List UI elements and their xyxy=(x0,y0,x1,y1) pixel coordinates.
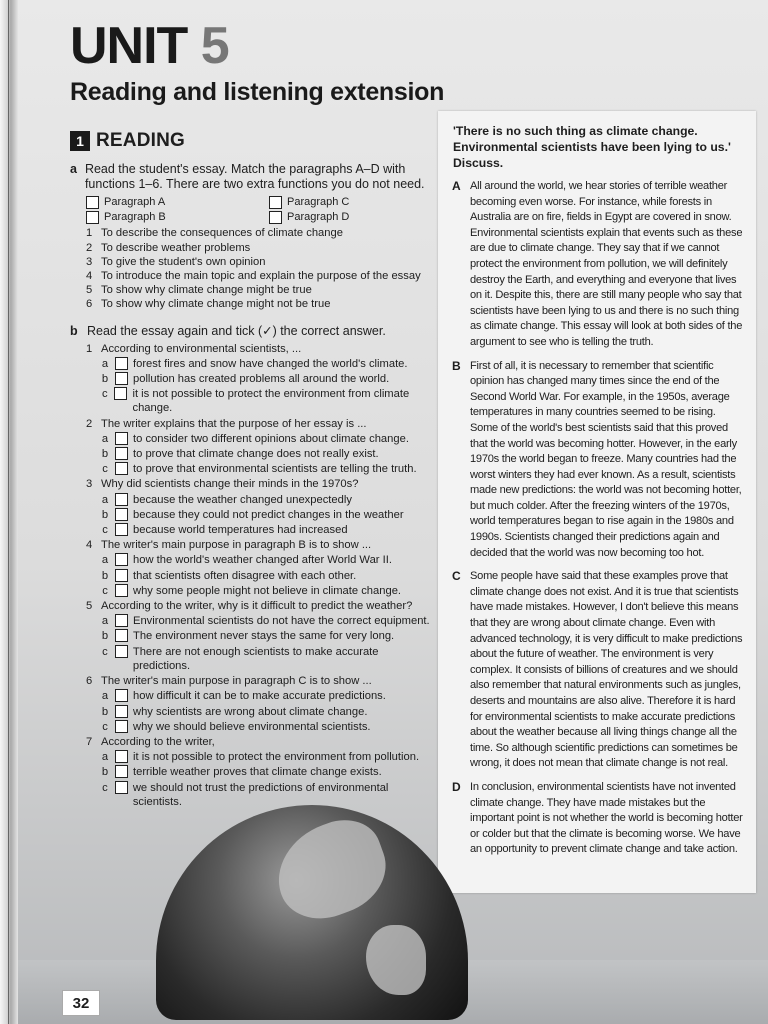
option-text: Environmental scientists do not have the correct equipment. xyxy=(133,615,430,628)
checkbox[interactable] xyxy=(115,372,128,385)
answer-option[interactable] xyxy=(100,387,435,415)
option-letter: a xyxy=(101,751,109,764)
checkbox[interactable] xyxy=(115,493,128,506)
function-text: To describe weather problems xyxy=(101,241,251,254)
option-letter: c xyxy=(102,645,108,658)
question-text: The writer's main purpose in paragraph C is to show ... xyxy=(101,675,372,688)
option-letter: c xyxy=(102,781,108,794)
checkbox[interactable] xyxy=(115,447,128,460)
checkbox[interactable] xyxy=(115,462,128,475)
option-text: terrible weather proves that climate change exists. xyxy=(133,766,382,779)
option-letter: b xyxy=(101,373,109,386)
function-number: 1 xyxy=(86,227,93,240)
answer-option[interactable] xyxy=(100,750,435,764)
page-subtitle: Reading and listening extension xyxy=(70,78,445,106)
option-letter: c xyxy=(102,463,108,476)
checkbox[interactable] xyxy=(115,553,128,566)
question-item xyxy=(86,735,435,749)
function-text: To give the student's own opinion xyxy=(101,255,266,268)
checkbox[interactable] xyxy=(115,765,128,778)
question-text: The writer explains that the purpose of her essay is ... xyxy=(101,417,367,430)
option-text: it is not possible to protect the environment from pollution. xyxy=(133,751,420,764)
option-letter: b xyxy=(101,569,109,582)
paragraph-option[interactable] xyxy=(269,195,439,209)
option-text: forest fires and snow have changed the world's climate. xyxy=(133,357,408,370)
paragraph-text: All around the world, we hear stories of terrible weather becoming even worse. For instance, while forests in Australia are on fire, fields in Egypt are covered in snow. Environmental scientists explain that events such as these are due to climate change. They say that if we cannot protect the environment from pollution, we will definitely destroy the Earth, and everything and everyone that lives on it. Despite this, there are still many people who say that scientists have been lying to us and there is no such thing as climate change. This essay will look at both sides of the argument to see who is telling the truth. xyxy=(470,180,743,348)
option-letter: a xyxy=(101,690,109,703)
question-number: 1 xyxy=(86,342,93,355)
essay-paragraph-a xyxy=(452,179,746,351)
function-text: To describe the consequences of climate change xyxy=(101,227,343,240)
option-text: The environment never stays the same for very long. xyxy=(133,630,395,643)
function-number: 4 xyxy=(86,270,93,283)
question-item xyxy=(86,477,435,491)
function-number: 6 xyxy=(86,298,93,311)
paragraph-checkboxes xyxy=(86,195,435,224)
checkbox[interactable] xyxy=(86,196,99,209)
book-spine xyxy=(0,0,18,1024)
checkbox[interactable] xyxy=(269,196,282,209)
section-number-badge: 1 xyxy=(70,131,90,151)
question-item xyxy=(86,342,435,356)
option-text: to prove that climate change does not really exist. xyxy=(133,448,379,461)
checkbox[interactable] xyxy=(269,211,282,224)
question-number: 3 xyxy=(86,478,93,491)
unit-number: 5 xyxy=(200,17,229,75)
task-letter: b xyxy=(70,323,78,338)
option-text: we should not trust the predictions of environmental scientists. xyxy=(132,781,389,808)
option-letter: b xyxy=(101,448,109,461)
question-number: 7 xyxy=(86,735,93,748)
answer-option[interactable] xyxy=(100,765,435,779)
section-title: READING xyxy=(96,130,186,151)
answer-option[interactable] xyxy=(100,357,435,371)
answer-option[interactable] xyxy=(100,493,435,507)
answer-option[interactable] xyxy=(100,705,435,719)
option-text: why we should believe environmental scientists. xyxy=(133,720,371,733)
option-letter: a xyxy=(101,554,109,567)
checkbox[interactable] xyxy=(115,569,128,582)
answer-option[interactable] xyxy=(100,645,435,673)
option-text: how the world's weather changed after World War II. xyxy=(133,554,392,567)
checkbox[interactable] xyxy=(86,211,99,224)
checkbox-label: Paragraph D xyxy=(287,211,350,224)
option-letter: b xyxy=(101,630,109,643)
question-text: According to the writer, xyxy=(101,735,215,748)
function-text: To introduce the main topic and explain the purpose of the essay xyxy=(101,270,421,283)
paragraph-option[interactable] xyxy=(269,210,439,224)
function-text: To show why climate change might be true xyxy=(101,284,312,297)
option-letter: a xyxy=(101,357,109,370)
option-letter: b xyxy=(101,508,109,521)
function-item xyxy=(86,283,435,297)
option-letter: c xyxy=(102,720,108,733)
task-text: Read the essay again and tick (✓) the correct answer. xyxy=(87,323,386,338)
paragraph-text: In conclusion, environmental scientists have not invented climate change. They have made mistakes but the important point is not whether the world is becoming hotter or colder but that the climate is becoming worse. We have an opportunity to prevent climate change and take action. xyxy=(470,780,743,856)
essay-panel xyxy=(438,111,756,893)
task-text: Read the student's essay. Match the paragraphs A–D with functions 1–6. There are two extra functions you do not need. xyxy=(84,162,425,191)
unit-title xyxy=(70,17,229,75)
checkbox-label: Paragraph B xyxy=(104,211,166,224)
checkbox[interactable] xyxy=(115,645,128,658)
paragraph-option[interactable] xyxy=(86,195,269,209)
function-item xyxy=(86,255,435,269)
function-item xyxy=(86,241,435,255)
checkbox[interactable] xyxy=(115,614,128,627)
checkbox[interactable] xyxy=(115,357,128,370)
question-number: 2 xyxy=(86,417,93,430)
question-list xyxy=(70,342,435,809)
exercises-column xyxy=(70,162,435,809)
paragraph-text: Some people have said that these examples prove that climate change does not exist. And it is true that scientists have made mistakes. However, I don't believe this means that they are wrong about climate change. Even with advanced technology, it is very difficult to make predictions about the future of weather. The environment is very complex. It consists of billions of creatures and we should also remember that natural environments such as jungles, deserts and mountains are also alive. Therefore it is hard for environmental scientists to make accurate predictions about the weather because all living things change all the time. So although scientific predictions can sometimes be wrong, it does not mean that climate change is not real. xyxy=(470,570,743,770)
answer-option[interactable] xyxy=(100,523,435,537)
function-item xyxy=(86,297,435,311)
option-letter: a xyxy=(101,615,109,628)
option-text: how difficult it can be to make accurate predictions. xyxy=(133,690,386,703)
essay-title: 'There is no such thing as climate change. Environmental scientists have been lying to us.' Discuss. xyxy=(453,124,731,170)
page-number: 32 xyxy=(62,990,100,1016)
option-letter: c xyxy=(102,524,108,537)
question-text: According to environmental scientists, ... xyxy=(101,342,302,355)
checkbox[interactable] xyxy=(115,705,128,718)
question-item xyxy=(86,674,435,688)
function-item xyxy=(86,226,435,240)
answer-option[interactable] xyxy=(100,462,435,476)
checkbox[interactable] xyxy=(115,720,128,733)
option-text: to prove that environmental scientists are telling the truth. xyxy=(133,463,417,476)
answer-option[interactable] xyxy=(100,569,435,583)
checkbox[interactable] xyxy=(115,432,128,445)
option-letter: a xyxy=(101,493,109,506)
answer-option[interactable] xyxy=(100,781,435,809)
checkbox[interactable] xyxy=(115,523,128,536)
option-text: why some people might not believe in climate change. xyxy=(133,584,402,597)
answer-options xyxy=(100,493,435,538)
checkbox[interactable] xyxy=(115,508,128,521)
option-letter: c xyxy=(102,584,108,597)
unit-word: UNIT xyxy=(70,17,188,75)
essay-paragraph-d xyxy=(452,780,746,858)
question-number: 5 xyxy=(86,600,93,613)
option-text: because the weather changed unexpectedly xyxy=(133,493,352,506)
continent-shape xyxy=(264,809,398,931)
option-text: There are not enough scientists to make accurate predictions. xyxy=(132,645,379,672)
answer-option[interactable] xyxy=(100,584,435,598)
paragraph-letter: A xyxy=(452,179,461,193)
answer-option[interactable] xyxy=(100,372,435,386)
task-letter: a xyxy=(70,162,77,176)
continent-shape xyxy=(366,925,426,995)
paragraph-letter: C xyxy=(452,569,461,584)
answer-options xyxy=(100,357,435,416)
function-list xyxy=(86,226,435,311)
function-text: To show why climate change might not be true xyxy=(101,298,331,311)
question-text: The writer's main purpose in paragraph B is to show ... xyxy=(101,539,372,552)
function-item xyxy=(86,269,435,283)
answer-option[interactable] xyxy=(100,432,435,446)
answer-options xyxy=(100,750,435,809)
answer-option[interactable] xyxy=(100,720,435,734)
checkbox[interactable] xyxy=(114,387,127,400)
option-text: pollution has created problems all around the world. xyxy=(133,373,390,386)
option-text: it is not possible to protect the environment from climate change. xyxy=(132,388,410,415)
option-letter: b xyxy=(101,766,109,779)
option-text: why scientists are wrong about climate change. xyxy=(133,705,368,718)
task-b-instruction xyxy=(70,324,435,339)
checkbox[interactable] xyxy=(115,629,128,642)
option-text: because they could not predict changes in the weather xyxy=(133,508,404,521)
answer-option[interactable] xyxy=(100,629,435,643)
option-text: to consider two different opinions about climate change. xyxy=(133,432,409,445)
answer-options xyxy=(100,553,435,598)
section-heading xyxy=(70,130,185,152)
checkbox[interactable] xyxy=(115,584,128,597)
paragraph-letter: B xyxy=(452,358,461,373)
option-letter: b xyxy=(101,705,109,718)
question-item xyxy=(86,599,435,613)
paragraph-option[interactable] xyxy=(86,210,269,224)
function-number: 2 xyxy=(86,241,93,254)
task-a-instruction xyxy=(70,162,435,192)
answer-options xyxy=(100,689,435,734)
answer-option[interactable] xyxy=(100,447,435,461)
function-number: 3 xyxy=(86,255,93,268)
answer-option[interactable] xyxy=(100,553,435,567)
answer-options xyxy=(100,432,435,477)
option-text: that scientists often disagree with each other. xyxy=(133,569,357,582)
option-letter: c xyxy=(101,388,108,401)
checkbox[interactable] xyxy=(115,781,128,794)
question-text: According to the writer, why is it difficult to predict the weather? xyxy=(101,600,413,613)
function-number: 5 xyxy=(86,284,93,297)
option-letter: a xyxy=(101,432,109,445)
essay-paragraph-b xyxy=(452,359,746,562)
paragraph-letter: D xyxy=(452,779,461,794)
checkbox[interactable] xyxy=(115,750,128,763)
checkbox-label: Paragraph A xyxy=(104,196,166,208)
option-text: because world temperatures had increased xyxy=(133,524,348,537)
checkbox[interactable] xyxy=(115,689,128,702)
question-number: 6 xyxy=(86,675,93,688)
checkbox-label: Paragraph C xyxy=(287,196,350,208)
answer-option[interactable] xyxy=(100,614,435,628)
globe-image xyxy=(156,805,468,1020)
question-number: 4 xyxy=(86,539,93,552)
answer-options xyxy=(100,614,435,673)
paragraph-text: First of all, it is necessary to remember that scientific opinion has changed many times since the end of the Second World War. For example, in the 1950s, average temperatures in many countries seemed to be rising. Some of the world's best scientists said that this proved that the world was becoming hotter. However, in the early 1970s the world began to freeze. Many countries had the worst winters they had ever known. As a result, scientists made new predictions: the world was not becoming hotter, but much colder. After the freezing winters of the 1970s, world temperatures began to rise again in the 1980s and 1990s. Scientists changed their predictions again and decided that the world was now becoming too hot. xyxy=(470,359,742,559)
answer-option[interactable] xyxy=(100,689,435,703)
essay-paragraph-c xyxy=(452,569,746,772)
answer-option[interactable] xyxy=(100,508,435,522)
question-text: Why did scientists change their minds in the 1970s? xyxy=(101,478,359,491)
question-item xyxy=(86,538,435,552)
question-item xyxy=(86,417,435,431)
